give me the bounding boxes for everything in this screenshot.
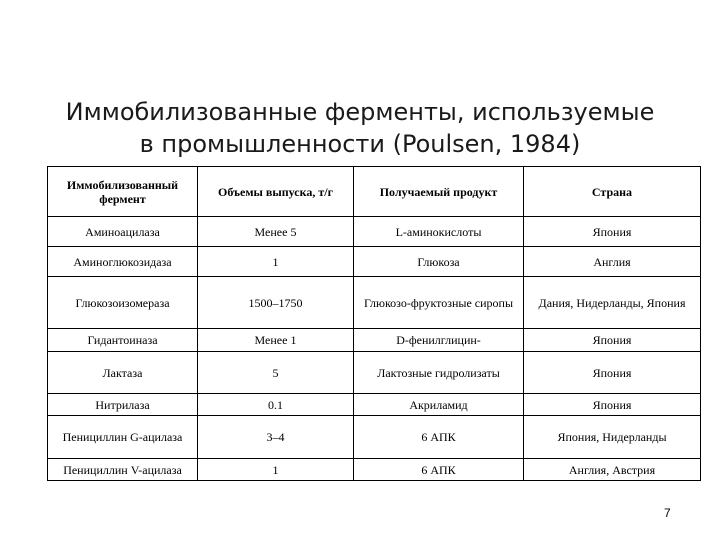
cell-country: Япония (524, 394, 701, 416)
cell-product: D-фенилглицин- (354, 329, 524, 352)
table-row (48, 394, 701, 416)
table-row (48, 352, 701, 394)
slide-title-line-2: в промышленности (Poulsen, 1984) (139, 130, 581, 158)
slide-title (0, 96, 720, 160)
table-header-row (48, 167, 701, 217)
cell-volume: 5 (198, 352, 354, 394)
cell-enzyme: Нитрилаза (48, 394, 198, 416)
cell-enzyme: Аминоглюкозидаза (48, 247, 198, 277)
cell-country: Англия (524, 247, 701, 277)
cell-enzyme: Глюкозоизомераза (48, 277, 198, 329)
cell-product: Лактозные гидролизаты (354, 352, 524, 394)
cell-enzyme: Пенициллин V-ацилаза (48, 459, 198, 481)
slide-title-line-1: Иммобилизованные ферменты, используемые (65, 98, 655, 126)
cell-volume: 1 (198, 247, 354, 277)
cell-product: 6 АПК (354, 416, 524, 459)
table-row (48, 277, 701, 329)
cell-enzyme: Аминоацилаза (48, 217, 198, 247)
cell-product: 6 АПК (354, 459, 524, 481)
cell-country: Япония (524, 329, 701, 352)
page-number: 7 (664, 506, 671, 520)
cell-volume: Менее 1 (198, 329, 354, 352)
cell-product: L-аминокислоты (354, 217, 524, 247)
header-product: Получаемый продукт (354, 167, 524, 217)
table-row (48, 416, 701, 459)
cell-enzyme: Гидантоиназа (48, 329, 198, 352)
header-enzyme: Иммобилизованный фермент (48, 167, 198, 217)
cell-volume: 3–4 (198, 416, 354, 459)
cell-country: Англия, Австрия (524, 459, 701, 481)
table-row (48, 247, 701, 277)
cell-volume: Менее 5 (198, 217, 354, 247)
cell-enzyme: Пенициллин G-ацилаза (48, 416, 198, 459)
header-volume: Объемы выпуска, т/г (198, 167, 354, 217)
cell-product: Акриламид (354, 394, 524, 416)
cell-volume: 1 (198, 459, 354, 481)
cell-product: Глюкоза (354, 247, 524, 277)
cell-volume: 0.1 (198, 394, 354, 416)
header-country: Страна (524, 167, 701, 217)
cell-country: Япония (524, 217, 701, 247)
table-row (48, 459, 701, 481)
cell-product: Глюкозо-фруктозные сиропы (354, 277, 524, 329)
table-row (48, 217, 701, 247)
cell-country: Япония, Нидерланды (524, 416, 701, 459)
enzymes-table (47, 166, 701, 481)
cell-volume: 1500–1750 (198, 277, 354, 329)
cell-enzyme: Лактаза (48, 352, 198, 394)
cell-country: Япония (524, 352, 701, 394)
table-row (48, 329, 701, 352)
cell-country: Дания, Нидерланды, Япония (524, 277, 701, 329)
